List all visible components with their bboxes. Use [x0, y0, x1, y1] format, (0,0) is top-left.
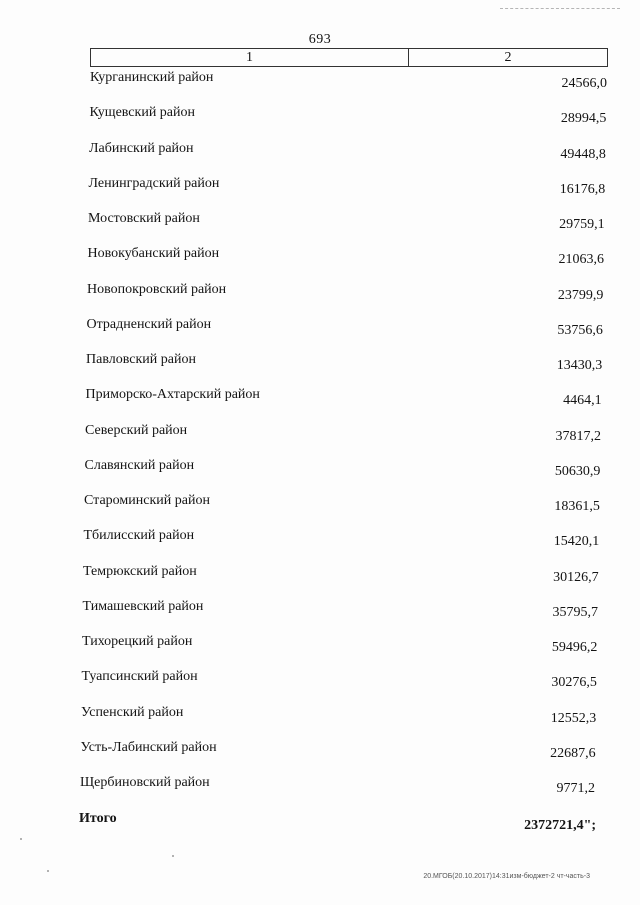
- district-value: 16176,8: [559, 181, 606, 197]
- district-value: 9771,2: [556, 781, 595, 796]
- table-row: [0, 138, 640, 160]
- table-row: [0, 384, 640, 409]
- district-value: 13430,3: [556, 358, 603, 373]
- table-row: [0, 490, 640, 512]
- table-row: [0, 561, 640, 583]
- table-row: [0, 349, 640, 371]
- district-name: Тихорецкий район: [82, 634, 193, 649]
- table-row: [0, 737, 640, 759]
- district-value: 53756,6: [557, 322, 603, 338]
- district-value: 59496,2: [551, 640, 598, 655]
- district-name: Курганинский район: [90, 70, 214, 85]
- district-name: Туапсинский район: [81, 669, 198, 685]
- table-row: [0, 772, 640, 794]
- district-name: Щербиновский район: [80, 775, 210, 790]
- district-value: 22687,6: [550, 745, 596, 761]
- table-row: [0, 67, 640, 89]
- table-row: [0, 666, 640, 691]
- district-name: Мостовский район: [88, 211, 200, 226]
- scan-speck: [20, 838, 22, 840]
- district-name: Ленинградский район: [88, 175, 220, 191]
- column-header-1: 1: [91, 49, 409, 66]
- district-name: Лабинский район: [89, 140, 194, 156]
- district-value: 24566,0: [561, 76, 607, 91]
- district-name: Отрадненский район: [86, 316, 212, 332]
- district-name: Темрюкский район: [83, 563, 197, 579]
- table-row: [0, 208, 640, 230]
- total-row: [0, 808, 640, 833]
- table-row: [0, 173, 640, 195]
- total-label: Итого: [79, 811, 117, 826]
- district-value: 29759,1: [559, 217, 605, 232]
- total-value: 2372721,4";: [524, 818, 596, 833]
- district-value: 21063,6: [558, 252, 604, 268]
- table-row: [0, 455, 640, 477]
- table-row: [0, 314, 640, 336]
- district-value: 50630,9: [554, 463, 601, 479]
- table-row: [0, 279, 640, 301]
- district-value: 37817,2: [555, 428, 601, 444]
- district-value: 49448,8: [560, 146, 606, 162]
- district-name: Новопокровский район: [87, 281, 227, 297]
- table-row: [0, 631, 640, 653]
- footer-print-note: 20.МГОБ(20.10.2017)14:31изм-бюджет-2 чт-часть-3: [423, 873, 590, 880]
- district-name: Тбилисский район: [83, 528, 195, 544]
- scan-speck: [47, 870, 49, 872]
- table-row: [0, 102, 640, 127]
- district-value: 4464,1: [563, 393, 602, 409]
- page-number: 693: [308, 32, 332, 47]
- district-name: Тимашевский район: [82, 598, 204, 614]
- table-row: [0, 596, 640, 618]
- district-name: Староминский район: [84, 493, 210, 508]
- district-value: 35795,7: [552, 604, 598, 620]
- district-name: Новокубанский район: [87, 246, 220, 262]
- district-name: Успенский район: [81, 704, 184, 720]
- district-name: Приморско-Ахтарский район: [85, 387, 260, 403]
- column-header-2: 2: [504, 50, 512, 65]
- district-value: 15420,1: [553, 534, 600, 550]
- scan-speck: [172, 855, 174, 857]
- district-value: 18361,5: [554, 499, 600, 514]
- table-row: [0, 243, 640, 268]
- district-value: 28994,5: [560, 111, 607, 127]
- district-name: Славянский район: [84, 457, 195, 473]
- district-name: Кущевский район: [89, 105, 196, 121]
- district-name: Усть-Лабинский район: [80, 739, 217, 755]
- district-value: 23799,9: [557, 287, 604, 303]
- district-value: 12552,3: [550, 710, 597, 726]
- table-row: [0, 420, 640, 442]
- table-row: [0, 525, 640, 550]
- district-value: 30276,5: [551, 675, 597, 691]
- table-row: [0, 702, 640, 724]
- district-name: Павловский район: [86, 352, 196, 367]
- district-value: 30126,7: [553, 569, 599, 585]
- district-name: Северский район: [85, 422, 188, 438]
